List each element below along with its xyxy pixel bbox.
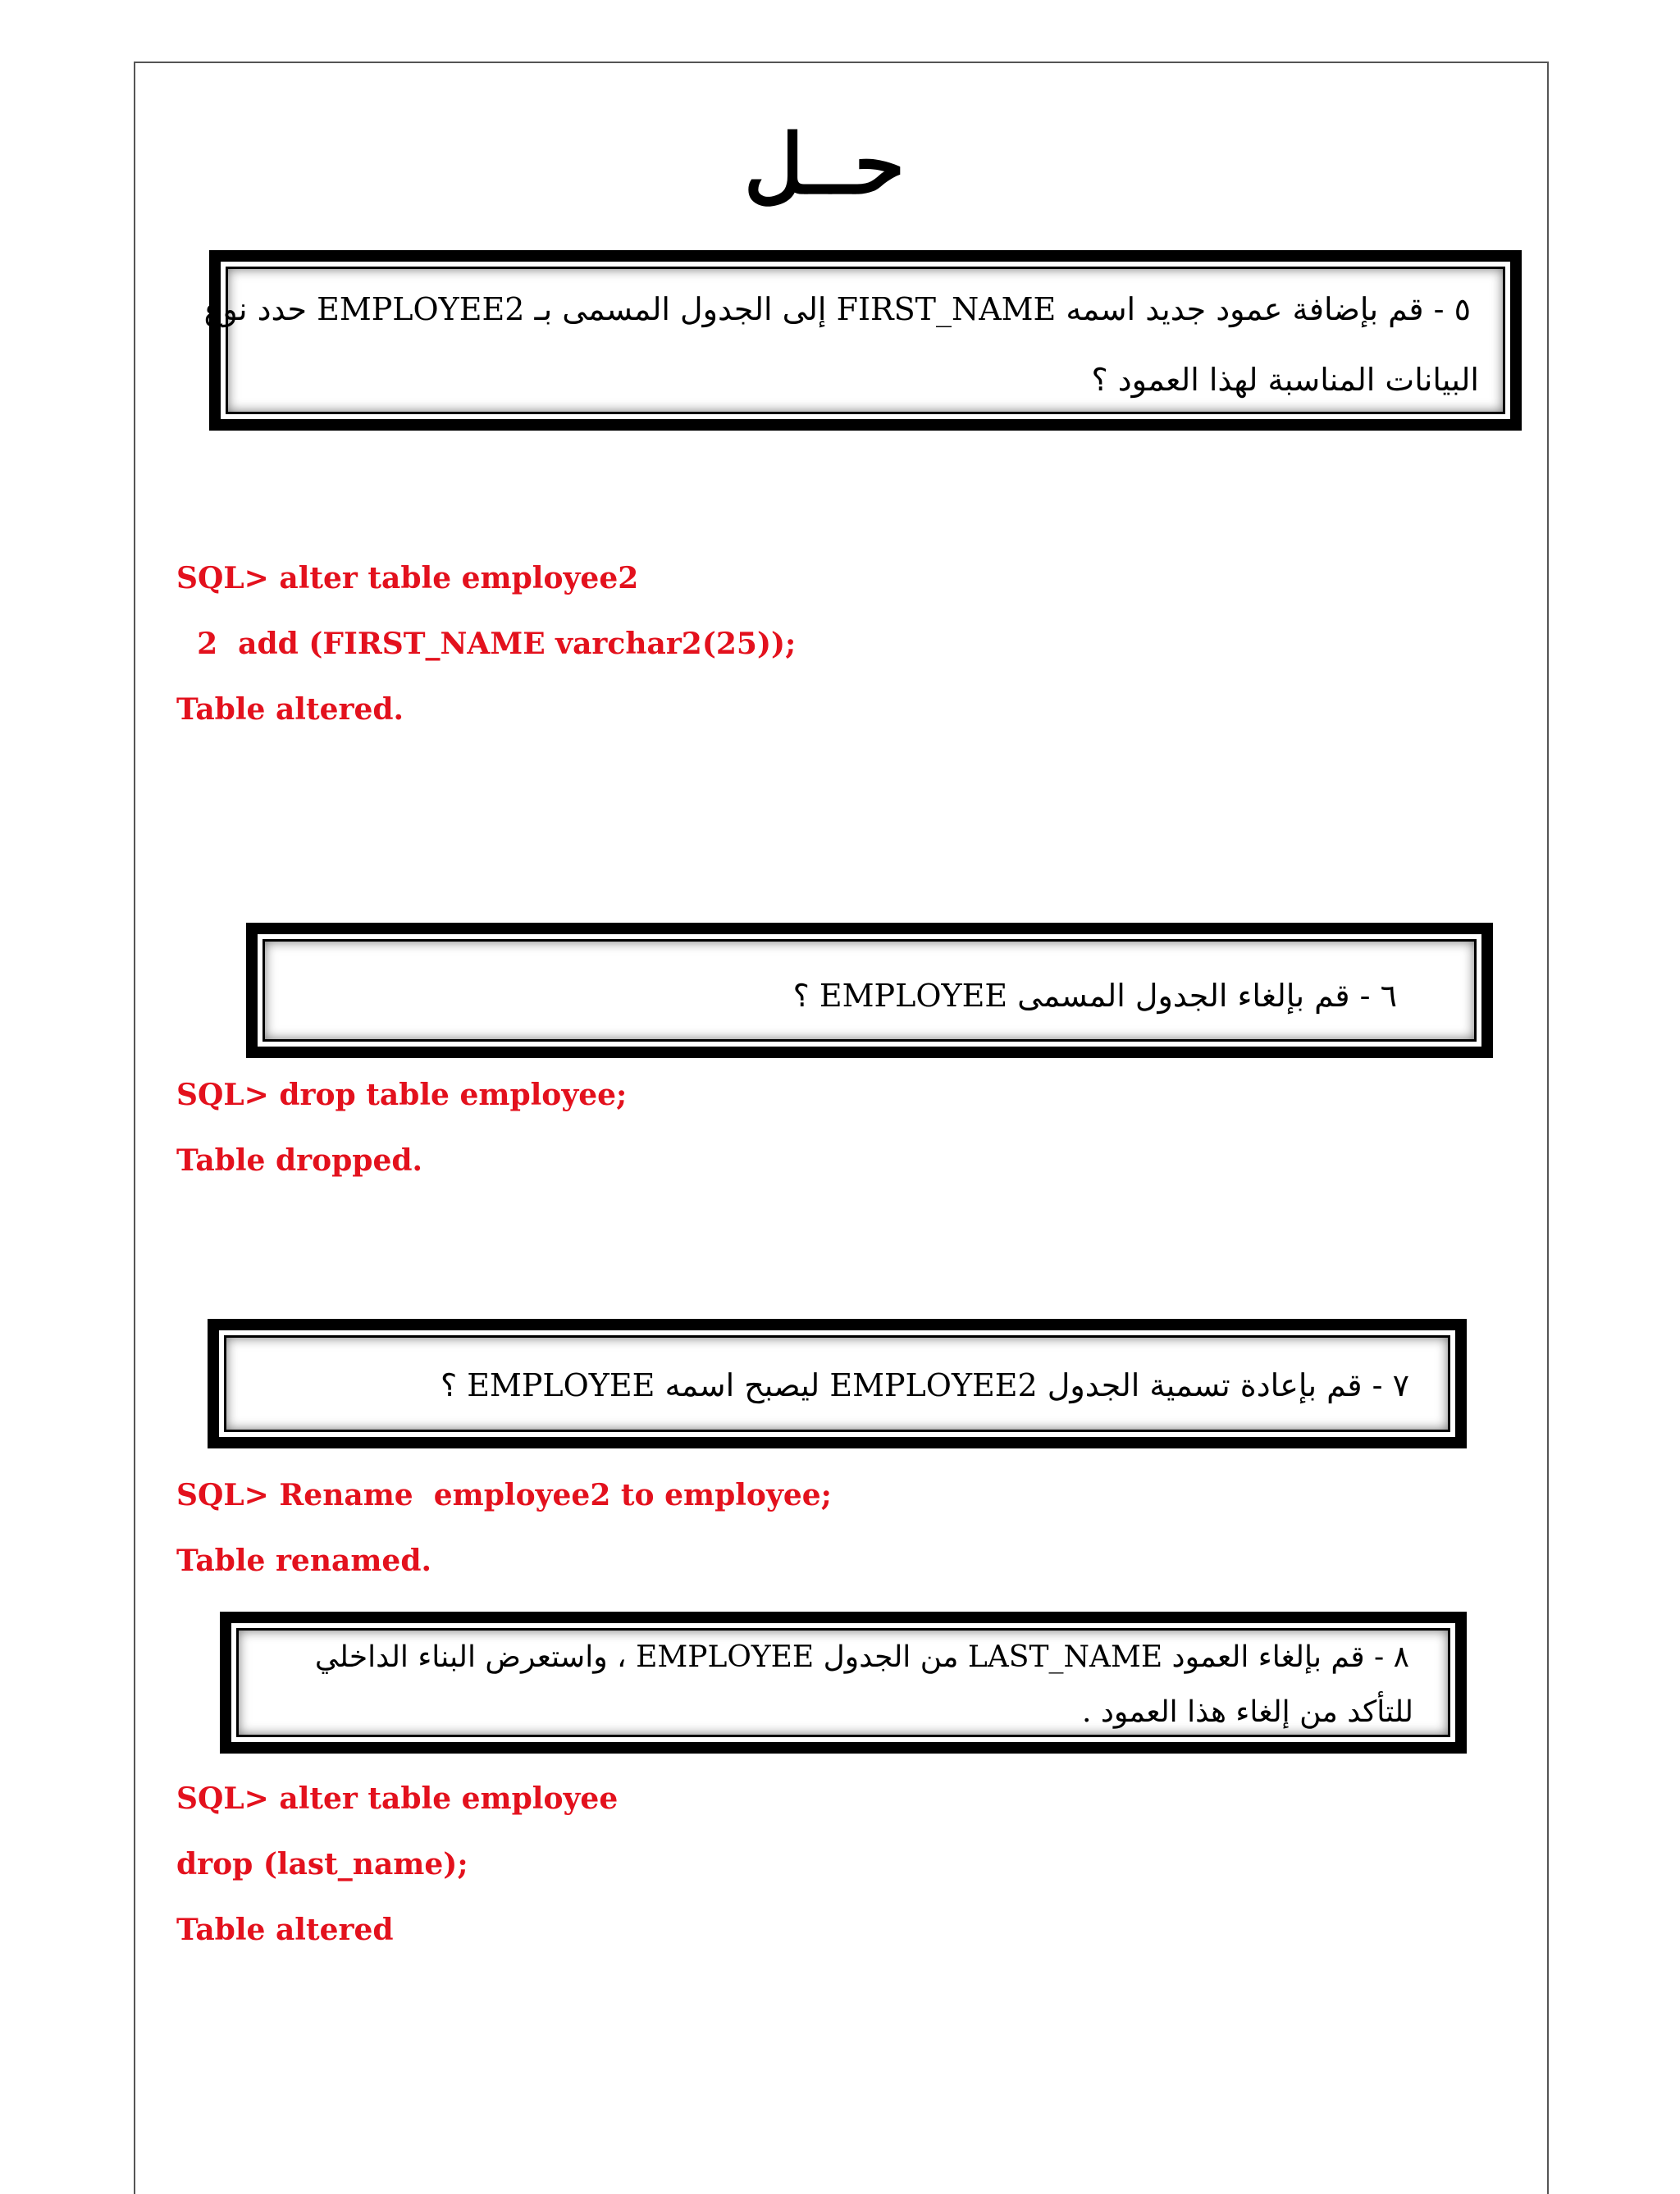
question-7-line-1: ٧ - قم بإعادة تسمية الجدول EMPLOYEE2 ليصبح اسمه EMPLOYEE ؟ <box>440 1367 1409 1403</box>
code-line: Table altered. <box>176 692 404 727</box>
code-line: SQL> drop table employee; <box>176 1078 628 1112</box>
solution-heading: حــل <box>743 116 906 212</box>
code-line: SQL> Rename employee2 to employee; <box>176 1478 832 1512</box>
question-6-line-1: ٦ - قم بإلغاء الجدول المسمى EMPLOYEE ؟ <box>792 978 1397 1014</box>
code-line: Table renamed. <box>176 1544 432 1578</box>
question-5-line-2: البيانات المناسبة لهذا العمود ؟ <box>1091 362 1479 398</box>
question-8-line-2: للتأكد من إلغاء هذا العمود . <box>1082 1695 1413 1729</box>
code-line: 2 add (FIRST_NAME varchar2(25)); <box>176 627 797 661</box>
code-line: SQL> alter table employee <box>176 1781 619 1816</box>
code-line: Table altered <box>176 1913 394 1947</box>
code-line: Table dropped. <box>176 1143 423 1178</box>
code-line: drop (last_name); <box>176 1847 468 1882</box>
question-8-line-1: ٨ - قم بإلغاء العمود LAST_NAME من الجدول EMPLOYEE ، واستعرض البناء الداخلي <box>314 1640 1409 1674</box>
code-line: SQL> alter table employee2 <box>176 561 639 595</box>
question-5-line-1: ٥ - قم بإضافة عمود جديد اسمه FIRST_NAME إلى الجدول المسمى بـ EMPLOYEE2 حدد نوع <box>203 291 1471 327</box>
